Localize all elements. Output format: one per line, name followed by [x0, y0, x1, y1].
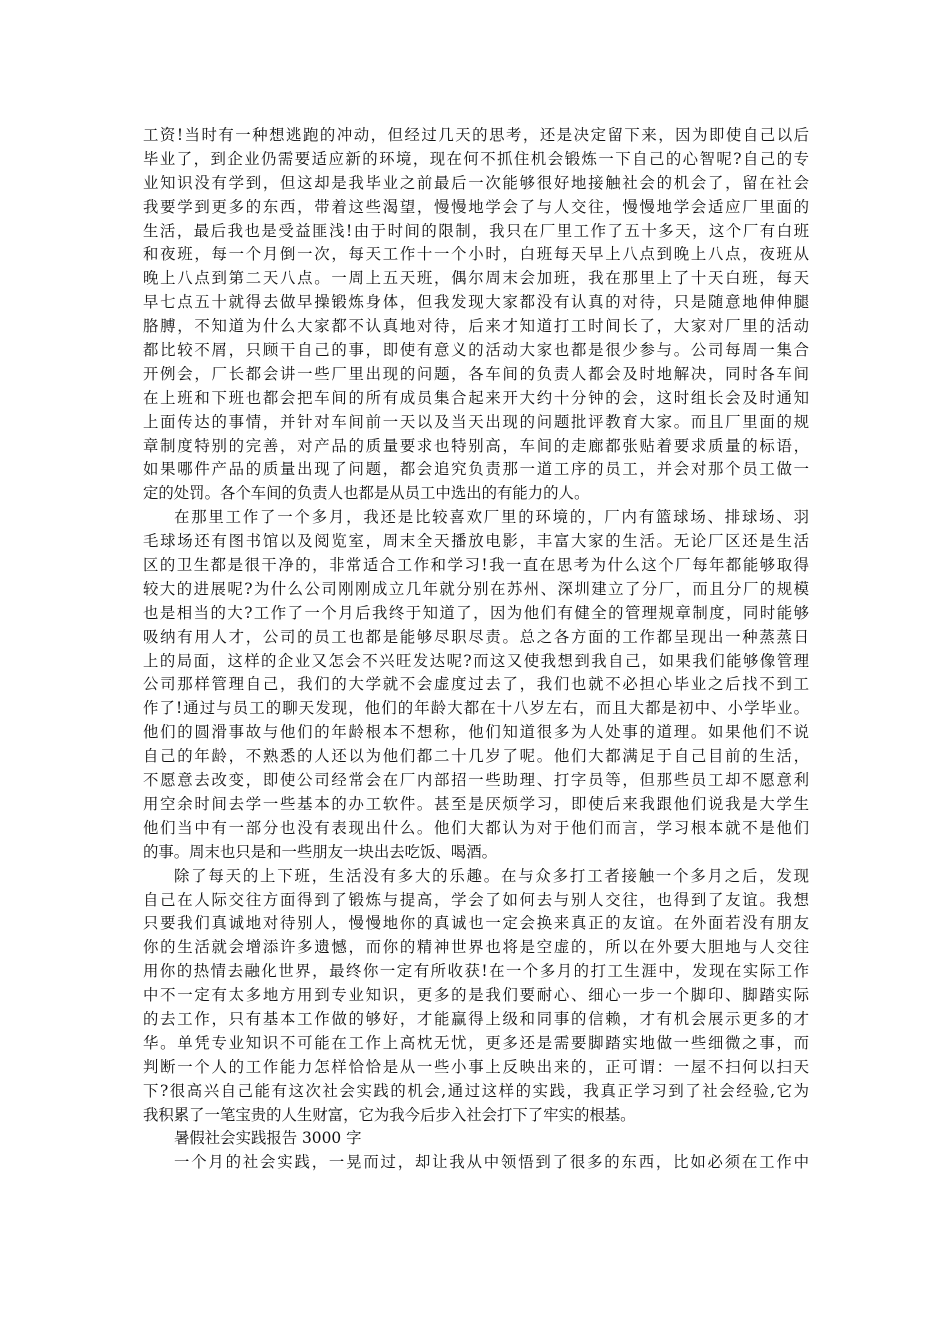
- text-line: 在上班和下班也都会把车间的所有成员集合起来开大约十分钟的会，这时组长会及时通知: [143, 388, 809, 407]
- text-line: 上面传达的事情，并针对车间前一天以及当天出现的问题批评教育大家。而且厂里面的规: [143, 412, 809, 431]
- text-line: 用空余时间去学一些基本的办工软件。甚至是厌烦学习，即使后来我跟他们说我是大学生: [143, 794, 809, 813]
- paragraph: [143, 506, 809, 864]
- text-line: 只要我们真诚地对待别人，慢慢地你的真诚也一定会换来真正的友谊。在外面若没有朋友: [143, 914, 809, 933]
- document-body: [143, 124, 809, 1175]
- text-line: 用你的热情去融化世界，最终你一定有所收获!在一个多月的打工生涯中，发现在实际工作: [143, 962, 809, 981]
- text-line: 作了!通过与员工的聊天发现，他们的年龄大都在十八岁左右，而且大都是初中、小学毕业。: [143, 699, 809, 718]
- text-line: 我积累了一笔宝贵的人生财富，它为我今后步入社会打下了牢实的根基。: [143, 1105, 636, 1124]
- text-line: 下?很高兴自己能有这次社会实践的机会,通过这样的实践，我真正学习到了社会经验,它为: [143, 1081, 809, 1100]
- text-line: 上的局面，这样的企业又怎会不兴旺发达呢?而这又使我想到我自己，如果我们能够像管理: [143, 651, 809, 670]
- text-line: 在那里工作了一个多月，我还是比较喜欢厂里的环境的，厂内有篮球场、排球场、羽: [174, 508, 809, 527]
- text-line: 判断一个人的工作能力怎样恰恰是从一些小事上反映出来的，正可谓：一屋不扫何以扫天: [143, 1057, 809, 1076]
- text-line: 如果哪件产品的质量出现了问题，都会追究负责那一道工序的员工，并会对那个员工做一: [143, 460, 809, 479]
- text-line: 中不一定有太多地方用到专业知识，更多的是我们要耐心、细心一步一个脚印、脚踏实际: [143, 986, 809, 1005]
- text-line: 他们的圆滑事故与他们的年龄根本不想称，他们知道很多为人处事的道理。如果他们不说: [143, 723, 809, 742]
- text-line: 章制度特别的完善，对产品的质量要求也特别高，车间的走廊都张贴着要求质量的标语，: [143, 436, 809, 455]
- text-line: 晚上八点到第二天八点。一周上五天班，偶尔周末会加班，我在那里上了十天白班，每天: [143, 269, 809, 288]
- text-line: 胳膊，不知道为什么大家都不认真地对待，后来才知道打工时间长了，大家对厂里的活动: [143, 317, 809, 336]
- text-line: 不愿意去改变，即使公司经常会在厂内部招一些助理、打字员等，但那些员工却不愿意利: [143, 771, 809, 790]
- text-line: 定的处罚。各个车间的负责人也都是从员工中选出的有能力的人。: [143, 484, 590, 503]
- text-line: 华。单凭专业知识不可能在工作上高枕无忧，更多还是需要脚踏实地做一些细微之事，而: [143, 1033, 809, 1052]
- text-line: 和夜班，每一个月倒一次，每天工作十一个小时，白班每天早上八点到晚上八点，夜班从: [143, 245, 809, 264]
- text-line: 开例会，厂长都会讲一些厂里出现的问题，各车间的负责人都会及时地解决，同时各车间: [143, 364, 809, 383]
- text-line: 生活，最后我也是受益匪浅!由于时间的限制，我只在厂里工作了五十多天，这个厂有白班: [143, 221, 809, 240]
- text-line: 毛球场还有图书馆以及阅览室，周末全天播放电影，丰富大家的生活。无论厂区还是生活: [143, 532, 809, 551]
- text-line: 一个月的社会实践，一晃而过，却让我从中领悟到了很多的东西，比如必须在工作中: [174, 1153, 809, 1172]
- text-line: 除了每天的上下班，生活没有多大的乐趣。在与众多打工者接触一个多月之后，发现: [174, 866, 809, 885]
- text-line: 工资!当时有一种想逃跑的冲动，但经过几天的思考，还是决定留下来，因为即使自己以后: [143, 126, 809, 144]
- paragraph: [143, 1127, 809, 1151]
- text-line: 自己在人际交往方面得到了锻炼与提高，学会了如何去与别人交往，也得到了友谊。我想: [143, 890, 809, 909]
- text-line: 毕业了，到企业仍需要适应新的环境，现在何不抓住机会锻炼一下自己的心智呢?自己的专: [143, 149, 809, 168]
- text-line: 他们当中有一部分也没有表现出什么。他们大都认为对于他们而言，学习根本就不是他们: [143, 818, 809, 837]
- text-line: 区的卫生都是很干净的，非常适合工作和学习!我一直在思考为什么这个厂每年都能够取得: [143, 556, 809, 575]
- text-line: 自己的年龄，不熟悉的人还以为他们都二十几岁了呢。他们大都满足于自己目前的生活，: [143, 747, 809, 766]
- paragraph: [143, 865, 809, 1128]
- paragraph: [143, 124, 809, 506]
- text-line: 较大的进展呢?为什么公司刚刚成立几年就分别在苏州、深圳建立了分厂，而且分厂的规模: [143, 579, 809, 598]
- text-line: 的去工作，只有基本工作做的够好，才能赢得上级和同事的信赖，才有机会展示更多的才: [143, 1009, 809, 1028]
- text-line: 公司那样管理自己，我们的大学就不会虚度过去了，我们也就不必担心毕业之后找不到工: [143, 675, 809, 694]
- text-line: 的事。周末也只是和一些朋友一块出去吃饭、喝酒。: [143, 842, 497, 861]
- text-line: 暑假社会实践报告 3000 字: [174, 1129, 362, 1148]
- text-line: 也是相当的大?工作了一个月后我终于知道了，因为他们有健全的管理规章制度，同时能够: [143, 603, 809, 622]
- text-line: 业知识没有学到，但这却是我毕业之前最后一次能够很好地接触社会的机会了，留在社会: [143, 173, 809, 192]
- text-line: 早七点五十就得去做早操锻炼身体，但我发现大家都没有认真的对待，只是随意地伸伸腿: [143, 293, 809, 312]
- text-line: 我要学到更多的东西，带着这些渴望，慢慢地学会了与人交往，慢慢地学会适应厂里面的: [143, 197, 809, 216]
- text-line: 吸纳有用人才，公司的员工也都是能够尽职尽责。总之各方面的工作都呈现出一种蒸蒸日: [143, 627, 809, 646]
- text-line: 你的生活就会增添许多遗憾，而你的精神世界也将是空虚的，所以在外要大胆地与人交往: [143, 938, 809, 957]
- paragraph: [143, 1151, 809, 1175]
- text-line: 都比较不屑，只顾干自己的事，即使有意义的活动大家也都是很少参与。公司每周一集合: [143, 341, 809, 360]
